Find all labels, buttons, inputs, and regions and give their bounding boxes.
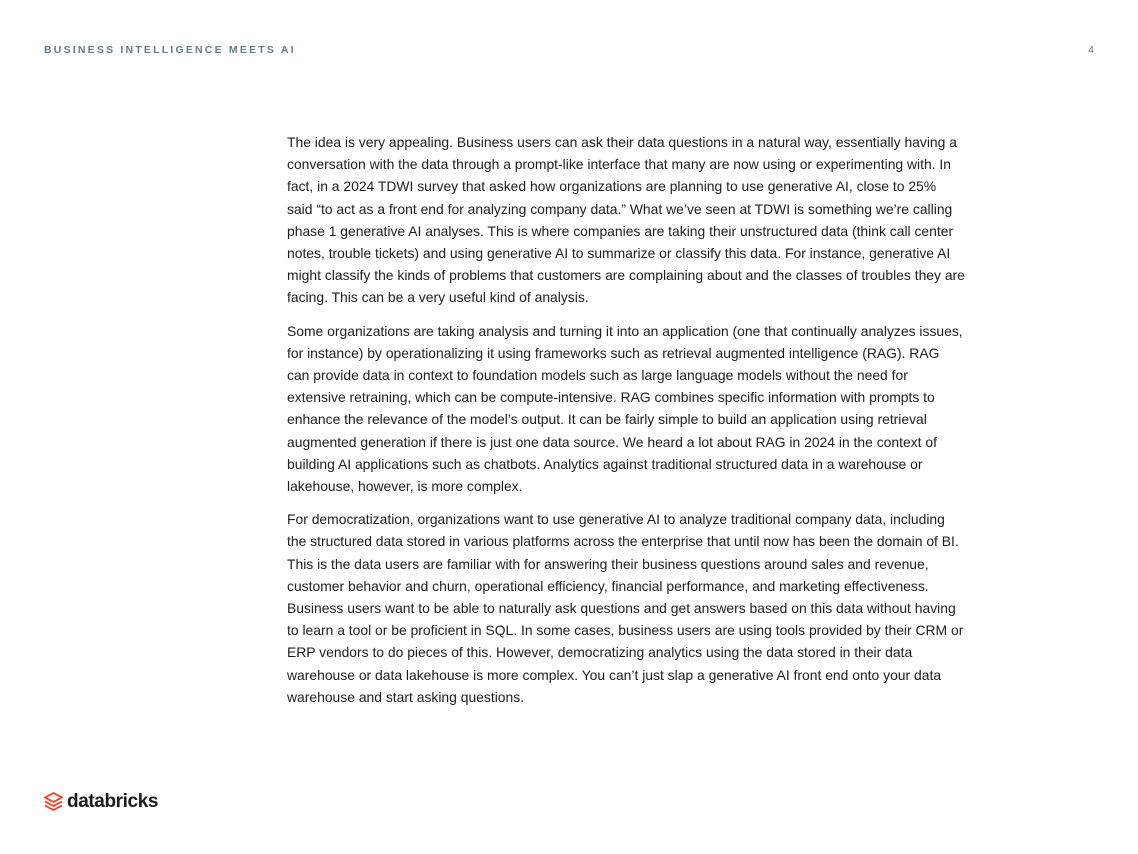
logo-wordmark: databricks <box>67 791 159 812</box>
paragraph-1: The idea is very appealing. Business users can ask their data questions in a natural way, essentially having a conversation with the data through a prompt-like interface that many are now using or experimenting with. In fact, in a 2024 TDWI survey that asked how organizations are planning to use generative AI, close to 25% said “to act as a front end for analyzing company data.” What we’ve seen at TDWI is something we’re calling phase 1 generative AI analyses. This is where companies are taking their unstructured data (think call center notes, trouble tickets) and using generative AI to summarize or classify this data. For instance, generative AI might classify the kinds of problems that customers are complaining about and the classes of troubles they are facing. This can be a very useful kind of analysis. <box>287 134 965 306</box>
paragraph-3: For democratization, organizations want to use generative AI to analyze traditional company data, including the structured data stored in various platforms across the enterprise that until now has been the domain of BI. This is the data users are familiar with for answering their business questions around sales and revenue, customer behavior and churn, operational efficiency, financial performance, and marketing effectiveness. Business users want to be able to naturally ask questions and get answers based on this data without having to learn a tool or be proficient in SQL. In some cases, business users are using tools provided by their CRM or ERP vendors to do pieces of this. However, democratizing analytics using the data stored in their data warehouse or data lakehouse is more complex. You can’t just slap a generative AI front end onto your data warehouse and start asking questions. <box>287 511 964 705</box>
page-number: 4 <box>1088 44 1094 56</box>
body-text <box>287 131 965 719</box>
databricks-stack-icon <box>44 792 63 812</box>
databricks-logo <box>44 791 158 813</box>
running-header: BUSINESS INTELLIGENCE MEETS AI <box>44 44 296 56</box>
paragraph-2: Some organizations are taking analysis and turning it into an application (one that continually analyzes issues, for instance) by operationalizing it using frameworks such as retrieval augmented intelligence (RAG). RAG can provide data in context to foundation models such as large language models without the need for extensive retraining, which can be compute-intensive. RAG combines specific information with prompts to enhance the relevance of the model’s output. It can be fairly simple to build an application using retrieval augmented generation if there is just one data source. We heard a lot about RAG in 2024 in the context of building AI applications such as chatbots. Analytics against traditional structured data in a warehouse or lakehouse, however, is more complex. <box>287 322 963 495</box>
